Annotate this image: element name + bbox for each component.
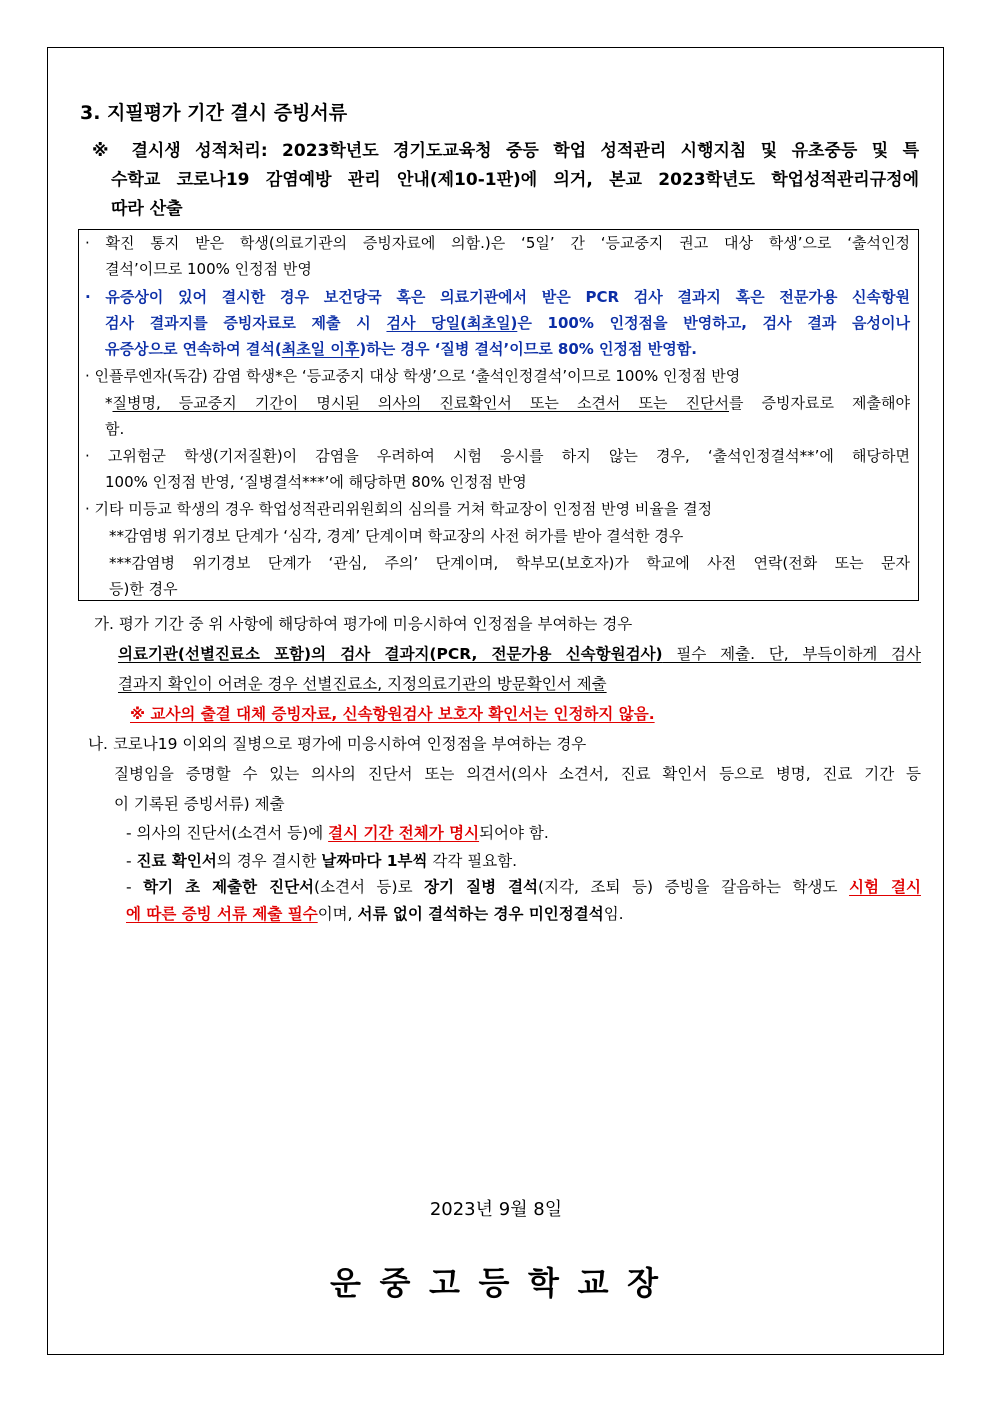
criteria-box — [78, 229, 919, 601]
issue-date: 2023년 9월 8일 — [429, 1199, 563, 1220]
criteria-5-line-3: ***감염병 위기경보 단계가 ‘관심, 주의’ 단계이며, 학부모(보호자)가 학교에 사전 연락(전화 또는 문자 — [109, 554, 910, 572]
criteria-3-line-2: *질병명, 등교중지 기간이 명시된 의사의 진료확인서 또는 소견서 또는 진단서를 증빙자료로 제출해야 — [105, 394, 911, 412]
criteria-2-line-2: 검사 결과지를 증빙자료로 제출 시 검사 당일(최초일)은 100% 인정점을 반영하고, 검사 결과 음성이나 — [105, 314, 910, 332]
signature-school-principal: 운 중 고 등 학 교 장 — [330, 1264, 660, 1302]
criteria-5-line-4: 등)한 경우 — [109, 580, 178, 598]
ga-line-2: 결과지 확인이 어려운 경우 선별진료소, 지정의료기관의 방문확인서 제출 — [118, 675, 607, 693]
note-line-1: ※ 결시생 성적처리: 2023학년도 경기도교육청 중등 학업 성적관리 시행지침 및 유초중등 및 특 — [92, 141, 919, 161]
criteria-4-line-2: 100% 인정점 반영, ‘질병결석***’에 해당하면 80% 인정점 반영 — [105, 473, 527, 491]
criteria-1-line-2: 결석’이므로 100% 인정점 반영 — [105, 260, 312, 278]
na-item-3: - 학기 초 제출한 진단서(소견서 등)로 장기 질병 결석(지각, 조퇴 등) 증빙을 갈음하는 학생도 시험 결시 — [126, 878, 921, 896]
criteria-5-line-1: · 기타 미등교 학생의 경우 학업성적관리위원회의 심의를 거쳐 학교장이 인정점 반영 비율을 결정 — [85, 500, 713, 518]
criteria-2-line-1: · 유증상이 있어 결시한 경우 보건당국 혹은 의료기관에서 받은 PCR 검사 결과지 혹은 전문가용 신속항원 — [85, 288, 910, 306]
criteria-4-line-1: · 고위험군 학생(기저질환)이 감염을 우려하여 시험 응시를 하지 않는 경우, ‘출석인정결석**’에 해당하면 — [85, 447, 910, 465]
na-item-3-cont: 에 따른 증빙 서류 제출 필수이며, 서류 없이 결석하는 경우 미인정결석임. — [126, 905, 624, 923]
criteria-5-line-2: **감염병 위기경보 단계가 ‘심각, 경계’ 단계이며 학교장의 사전 허가를 받아 결석한 경우 — [109, 527, 684, 545]
na-heading: 나. 코로나19 이외의 질병으로 평가에 미응시하여 인정점을 부여하는 경우 — [88, 735, 587, 753]
note-line-3: 따라 산출 — [111, 199, 183, 219]
section-title: 3. 지필평가 기간 결시 증빙서류 — [80, 102, 348, 124]
na-item-2: - 진료 확인서의 경우 결시한 날짜마다 1부씩 각각 필요함. — [126, 852, 518, 870]
criteria-3-line-3: 함. — [105, 420, 125, 438]
ga-note: ※ 교사의 출결 대체 증빙자료, 신속항원검사 보호자 확인서는 인정하지 않음. — [130, 705, 655, 723]
na-line-1: 질병임을 증명할 수 있는 의사의 진단서 또는 의견서(의사 소견서, 진료 확인서 등으로 병명, 진료 기간 등 — [114, 765, 921, 783]
na-item-1: - 의사의 진단서(소견서 등)에 결시 기간 전체가 명시되어야 함. — [126, 824, 549, 842]
criteria-1-line-1: · 확진 통지 받은 학생(의료기관의 증빙자료에 의함.)은 ‘5일’ 간 ‘등교중지 권고 대상 학생’으로 ‘출석인정 — [85, 234, 910, 252]
ga-heading: 가. 평가 기간 중 위 사항에 해당하여 평가에 미응시하여 인정점을 부여하는 경우 — [94, 615, 633, 633]
criteria-3-line-1: · 인플루엔자(독감) 감염 학생*은 ‘등교중지 대상 학생’으로 ‘출석인정결석’이므로 100% 인정점 반영 — [85, 367, 741, 385]
criteria-2-line-3: 유증상으로 연속하여 결석(최초일 이후)하는 경우 ‘질병 결석’이므로 80% 인정점 반영함. — [105, 340, 697, 358]
ga-line-1: 의료기관(선별진료소 포함)의 검사 결과지(PCR, 전문가용 신속항원검사) 필수 제출. 단, 부득이하게 검사 — [118, 645, 922, 663]
na-line-2: 이 기록된 증빙서류) 제출 — [114, 795, 285, 813]
note-line-2: 수학교 코로나19 감염예방 관리 안내(제10-1판)에 의거, 본교 2023학년도 학업성적관리규정에 — [111, 170, 919, 190]
